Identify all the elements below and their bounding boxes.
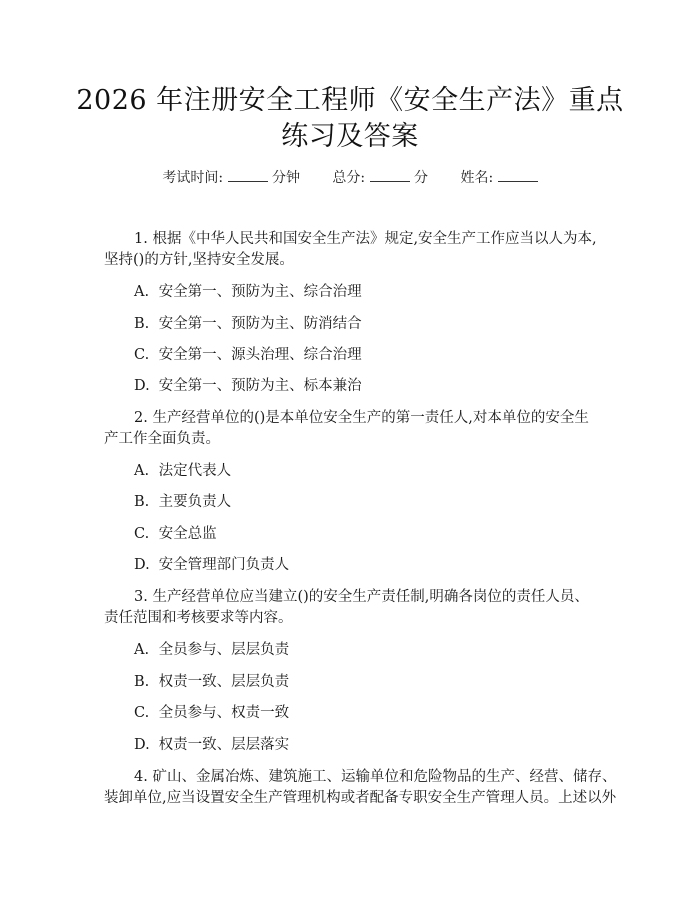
question-4-text-line-1: 4. 矿山、金属冶炼、建筑施工、运输单位和危险物品的生产、经营、储存、 [134, 769, 617, 785]
option-letter: C. [134, 705, 150, 721]
option-letter: D. [134, 737, 150, 753]
option-text: 安全第一、源头治理、综合治理 [158, 347, 362, 363]
option-letter: C. [134, 347, 150, 363]
option-text: 安全第一、预防为主、防消结合 [158, 316, 362, 332]
option-letter: D. [134, 378, 150, 394]
question-2-option-c [134, 524, 654, 544]
option-letter: A. [134, 642, 150, 658]
question-2-text-line-1: 2. 生产经营单位的()是本单位安全生产的第一责任人,对本单位的安全生 [134, 410, 589, 426]
total-score-field [332, 167, 428, 187]
exam-time-unit: 分钟 [271, 170, 300, 186]
total-score-label: 总分: [332, 170, 366, 186]
option-letter: A. [134, 463, 150, 479]
option-text: 主要负责人 [158, 494, 232, 510]
option-letter: D. [134, 557, 150, 573]
exam-time-label: 考试时间: [162, 170, 224, 186]
option-text: 法定代表人 [158, 463, 232, 479]
question-1-option-d [134, 376, 654, 396]
question-1-option-c [134, 345, 654, 365]
name-blank [498, 168, 538, 182]
question-4-text-line-2: 装卸单位,应当设置安全生产管理机构或者配备专职安全生产管理人员。上述以外 [104, 790, 617, 806]
option-text: 安全总监 [158, 526, 217, 542]
question-3-text-line-2: 责任范围和考核要求等内容。 [104, 610, 293, 626]
option-text: 权责一致、层层负责 [158, 674, 290, 690]
total-score-unit: 分 [414, 170, 429, 186]
question-2-text-line-2: 产工作全面负责。 [104, 431, 220, 447]
document-title-line-2: 练习及答案 [281, 121, 419, 152]
option-letter: A. [134, 284, 150, 300]
option-letter: C. [134, 526, 150, 542]
question-1-option-a [134, 282, 654, 302]
question-3-option-c [134, 703, 654, 723]
option-letter: B. [134, 674, 150, 690]
question-3-option-a [134, 640, 654, 660]
option-letter: B. [134, 316, 150, 332]
exam-time-field [162, 167, 300, 187]
question-2-option-b [134, 492, 654, 512]
option-text: 全员参与、层层负责 [158, 642, 290, 658]
exam-info-row [0, 167, 700, 187]
option-letter: B. [134, 494, 150, 510]
name-field [460, 167, 537, 187]
question-3-option-d [134, 735, 654, 755]
question-3-option-b [134, 672, 654, 692]
question-2-option-a [134, 461, 654, 481]
question-1-option-b [134, 314, 654, 334]
option-text: 权责一致、层层落实 [158, 737, 290, 753]
question-1-text-line-2: 坚持()的方针,坚持安全发展。 [104, 252, 294, 268]
question-1-text-line-1: 1. 根据《中华人民共和国安全生产法》规定,安全生产工作应当以人为本, [134, 231, 597, 247]
name-label: 姓名: [460, 170, 494, 186]
question-2-option-d [134, 555, 654, 575]
total-score-blank [370, 168, 410, 182]
option-text: 安全第一、预防为主、标本兼治 [158, 378, 362, 394]
exam-time-blank [228, 168, 268, 182]
question-3-text-line-1: 3. 生产经营单位应当建立()的安全生产责任制,明确各岗位的责任人员、 [134, 589, 589, 605]
option-text: 全员参与、权责一致 [158, 705, 290, 721]
document-title-line-1: 2026 年注册安全工程师《安全生产法》重点 [76, 85, 624, 116]
option-text: 安全管理部门负责人 [158, 557, 290, 573]
option-text: 安全第一、预防为主、综合治理 [158, 284, 362, 300]
